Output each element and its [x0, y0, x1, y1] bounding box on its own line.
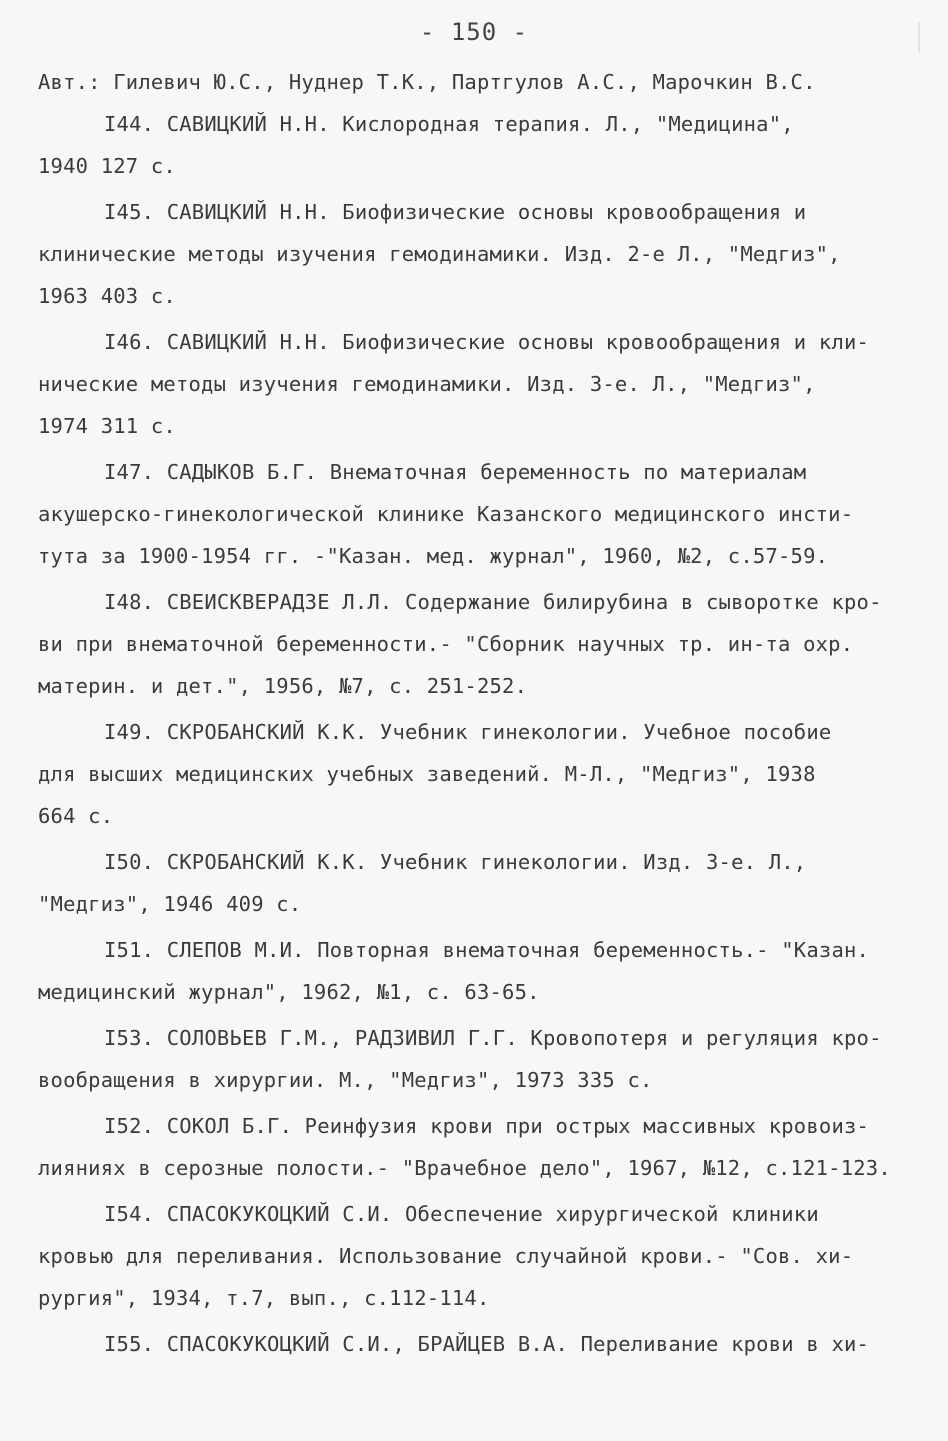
text-line: I44. САВИЦКИЙ Н.Н. Кислородная терапия. Л., "Медицина",	[104, 112, 794, 136]
text-line: 1974 311 с.	[38, 414, 176, 438]
text-line: I47. САДЫКОВ Б.Г. Внематочная беременность по материалам	[104, 460, 807, 484]
text-line: тута за 1900-1954 гг. -"Казан. мед. журнал", 1960, №2, с.57-59.	[38, 544, 829, 568]
text-line: I45. САВИЦКИЙ Н.Н. Биофизические основы кровообращения и	[104, 200, 807, 224]
text-line: для высших медицинских учебных заведений. М-Л., "Медгиз", 1938	[38, 762, 816, 786]
page-number: - 150 -	[419, 18, 529, 46]
text-line: "Медгиз", 1946 409 с.	[38, 892, 302, 916]
text-line: лияниях в серозные полости.- "Врачебное дело", 1967, №12, с.121-123.	[38, 1156, 891, 1180]
text-line: I53. СОЛОВЬЕВ Г.М., РАДЗИВИЛ Г.Г. Кровопотеря и регуляция кро-	[104, 1026, 882, 1050]
text-line: I54. СПАСОКУКОЦКИЙ С.И. Обеспечение хирургической клиники	[104, 1202, 819, 1226]
text-line: нические методы изучения гемодинамики. Изд. 3-е. Л., "Медгиз",	[38, 372, 816, 396]
scan-edge-mark	[918, 22, 920, 52]
text-line: I51. СЛЕПОВ М.И. Повторная внематочная беременность.- "Казан.	[104, 938, 870, 962]
bibliography-text	[38, 61, 923, 1365]
text-line: кровью для переливания. Использование случайной крови.- "Сов. хи-	[38, 1244, 854, 1268]
text-line: материн. и дет.", 1956, №7, с. 251-252.	[38, 674, 528, 698]
text-line: 1963 403 с.	[38, 284, 176, 308]
text-line: I46. САВИЦКИЙ Н.Н. Биофизические основы кровообращения и кли-	[104, 330, 870, 354]
text-line: ви при внематочной беременности.- "Сборник научных тр. ин-та охр.	[38, 632, 854, 656]
text-line: I55. СПАСОКУКОЦКИЙ С.И., БРАЙЦЕВ В.А. Переливание крови в хи-	[104, 1332, 870, 1356]
text-line: рургия", 1934, т.7, вып., с.112-114.	[38, 1286, 490, 1310]
text-line: I48. СВЕИСКВЕРАДЗЕ Л.Л. Содержание билирубина в сыворотке кро-	[104, 590, 882, 614]
text-line: акушерско-гинекологической клинике Казанского медицинского инсти-	[38, 502, 854, 526]
text-line: медицинский журнал", 1962, №1, с. 63-65.	[38, 980, 540, 1004]
text-line: вообращения в хирургии. М., "Медгиз", 1973 335 с.	[38, 1068, 653, 1092]
text-line: I52. СОКОЛ Б.Г. Реинфузия крови при острых массивных кровоиз-	[104, 1114, 870, 1138]
text-line: I50. СКРОБАНСКИЙ К.К. Учебник гинекологии. Изд. 3-е. Л.,	[104, 850, 807, 874]
text-line: I49. СКРОБАНСКИЙ К.К. Учебник гинекологии. Учебное пособие	[104, 720, 832, 744]
text-line: Авт.: Гилевич Ю.С., Нуднер Т.К., Партгулов А.С., Марочкин В.С.	[38, 70, 816, 94]
text-line: клинические методы изучения гемодинамики. Изд. 2-е Л., "Медгиз",	[38, 242, 841, 266]
text-line: 1940 127 с.	[38, 154, 176, 178]
text-line: 664 с.	[38, 804, 114, 828]
